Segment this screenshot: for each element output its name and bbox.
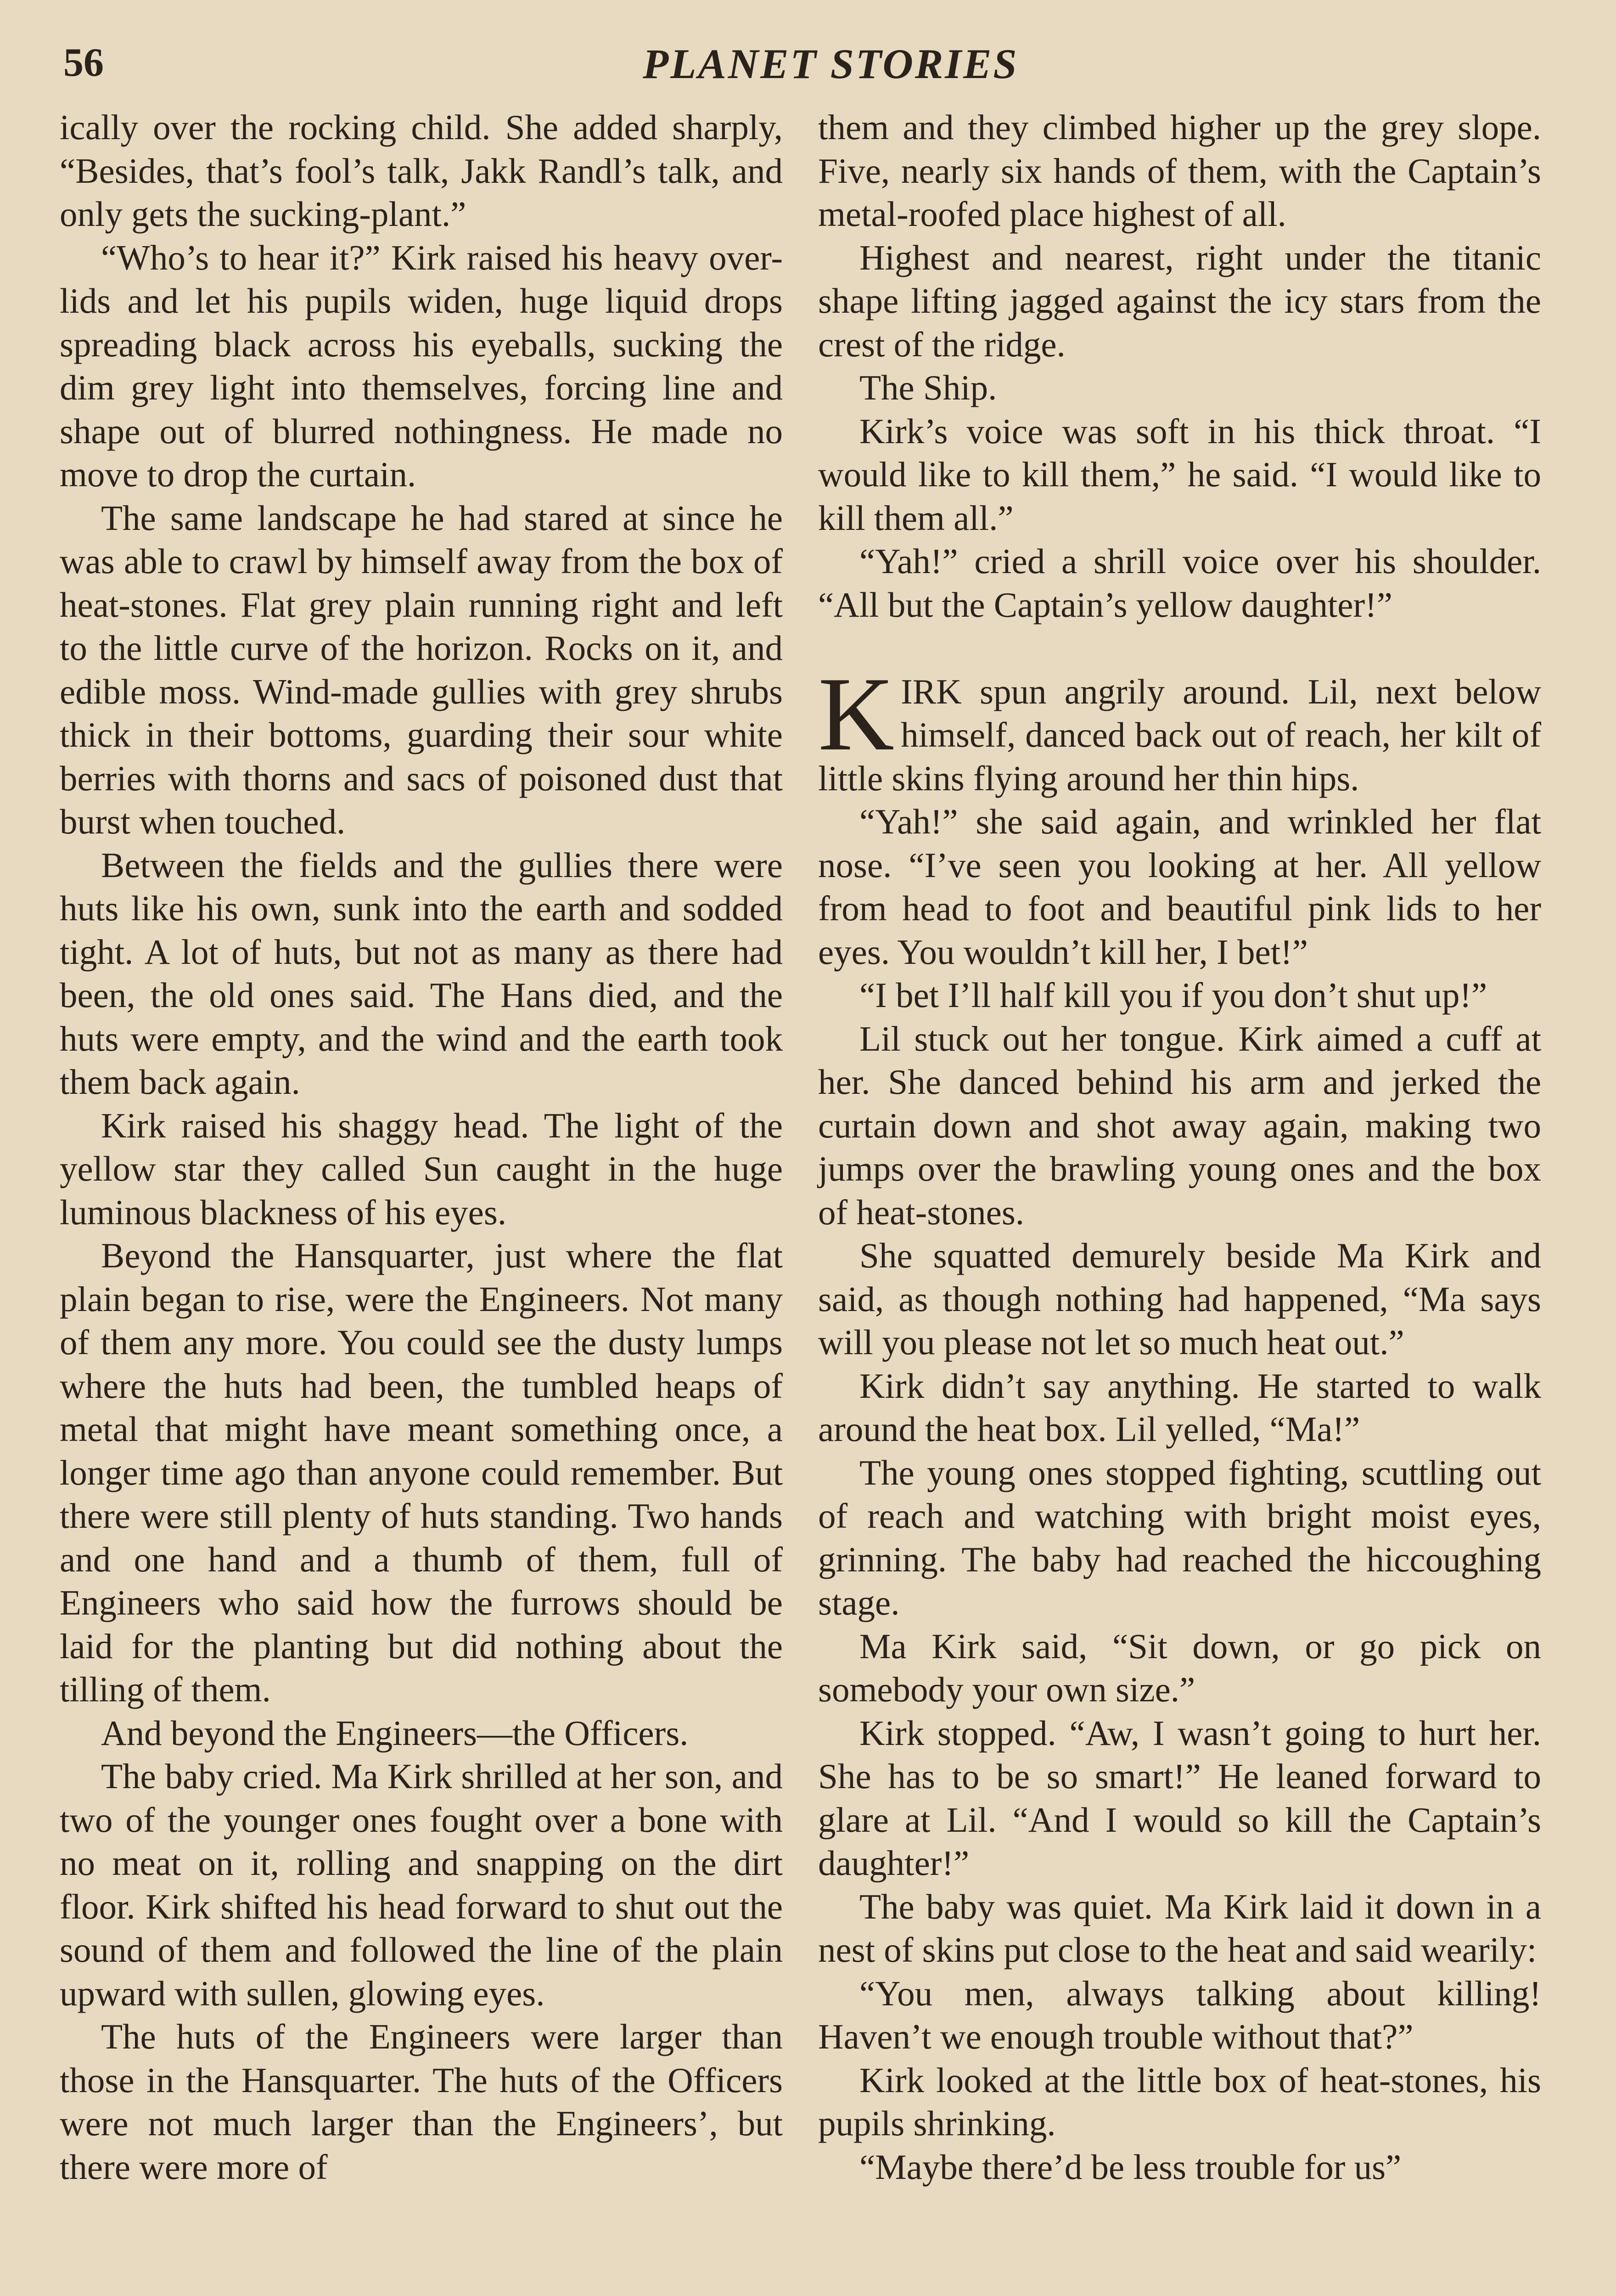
paragraph: The baby was quiet. Ma Kirk laid it down in a nest of skins put close to the heat and said wearily: (818, 1886, 1541, 1970)
page-header (60, 39, 1561, 99)
paragraph: “I bet I’ll half kill you if you don’t shut up!” (859, 975, 1487, 1015)
paragraph: Highest and nearest, right under the titanic shape lifting jagged against the icy stars from the crest of the ridge. (818, 237, 1541, 364)
paragraph: Kirk’s voice was soft in his thick throat. “I would like to kill them,” he said. “I would like to kill them all.” (818, 411, 1541, 538)
paragraph: Kirk looked at the little box of heat-stones, his pupils shrinking. (818, 2060, 1541, 2143)
paragraph: Kirk raised his shaggy head. The light of the yellow star they called Sun caught in the huge luminous blackness of his eyes. (60, 1105, 783, 1232)
paragraph: Ma Kirk said, “Sit down, or go pick on somebody your own size.” (818, 1626, 1541, 1709)
paragraph: She squatted demurely beside Ma Kirk and said, as though nothing had happened, “Ma says will you please not let so much heat out.” (818, 1236, 1541, 1362)
paragraph: “Yah!” cried a shrill voice over his shoulder. “All but the Captain’s yellow daughter!” (818, 541, 1541, 625)
small-caps-text: IRK (901, 671, 962, 711)
left-column (60, 106, 783, 2189)
paragraph: “Yah!” she said again, and wrinkled her flat nose. “I’ve seen you looking at her. All yellow from head to foot and beautiful pink lids to her eyes. You wouldn’t kill her, I bet!” (818, 802, 1541, 972)
paragraph: “Maybe there’d be less trouble for us” (859, 2147, 1402, 2187)
section-opening-paragraph (818, 655, 1541, 800)
paragraph: Kirk didn’t say anything. He started to walk around the heat box. Lil yelled, “Ma!” (818, 1366, 1541, 1449)
paragraph: them and they climbed higher up the grey slope. Five, nearly six hands of them, with the Captain’s metal-roofed place highest of all. (818, 107, 1541, 234)
paragraph: “Who’s to hear it?” Kirk raised his heavy over-lids and let his pupils widen, huge liquid drops spreading black across his eyeballs, sucking the dim grey light into themselves, forcing line and shape out of blurred nothingness. He made no move to drop the curtain. (60, 237, 783, 494)
paragraph: The huts of the Engineers were larger than those in the Hansquarter. The huts of the Officers were not much larger than the Engineers’, but there were more of (60, 2017, 783, 2187)
paragraph: The baby cried. Ma Kirk shrilled at her son, and two of the younger ones fought over a bone with no meat on it, rolling and snapping on the dirt floor. Kirk shifted his head forward to shut out the sound of them and followed the line of the plain upward with sullen, glowing eyes. (60, 1756, 783, 2013)
drop-cap-letter: K (818, 655, 895, 772)
paragraph: ically over the rocking child. She added sharply, “Besides, that’s fool’s talk, Jakk Randl’s talk, and only gets the sucking-plant.” (60, 107, 783, 234)
paragraph: And beyond the Engineers—the Officers. (101, 1713, 689, 1753)
paragraph: Lil stuck out her tongue. Kirk aimed a cuff at her. She danced behind his arm and jerked the curtain down and shot away again, making two jumps over the brawling young ones and the box of heat-stones. (818, 1019, 1541, 1232)
paragraph: The Ship. (859, 368, 997, 407)
paragraph-text: spun angrily around. Lil, next below himself, danced back out of reach, her kilt of little skins flying around her thin hips. (818, 671, 1541, 798)
paragraph: Kirk stopped. “Aw, I wasn’t going to hurt her. She has to be so smart!” He leaned forward to glare at Lil. “And I would so kill the Captain’s daughter!” (818, 1713, 1541, 1883)
paragraph: The same landscape he had stared at since he was able to crawl by himself away from the box of heat-stones. Flat grey plain running right and left to the little curve of the horizon. Rocks on it, and edible moss. Wind-made gullies with grey shrubs thick in their bottoms, guarding their sour white berries with thorns and sacs of poisoned dust that burst when touched. (60, 498, 783, 841)
paragraph: Beyond the Hansquarter, just where the flat plain began to rise, were the Engineers. Not many of them any more. You could see the dusty lumps where the huts had been, the tumbled heaps of metal that might have meant something once, a longer time ago than anyone could remember. But there were still plenty of huts standing. Two hands and one hand and a thumb of them, full of Engineers who said how the furrows should be laid for the planting but did nothing about the tilling of them. (60, 1236, 783, 1709)
right-column (818, 106, 1541, 2189)
paragraph: Between the fields and the gullies there were huts like his own, sunk into the earth and sodded tight. A lot of huts, but not as many as there had been, the old ones said. The Hans died, and the huts were empty, and the wind and the earth took them back again. (60, 845, 783, 1102)
paragraph: “You men, always talking about killing! Haven’t we enough trouble without that?” (818, 1973, 1541, 2056)
running-title: PLANET STORIES (643, 40, 1019, 87)
paragraph: The young ones stopped fighting, scuttling out of reach and watching with bright moist eyes, grinning. The baby had reached the hiccoughing stage. (818, 1452, 1541, 1622)
page-number: 56 (63, 40, 104, 85)
